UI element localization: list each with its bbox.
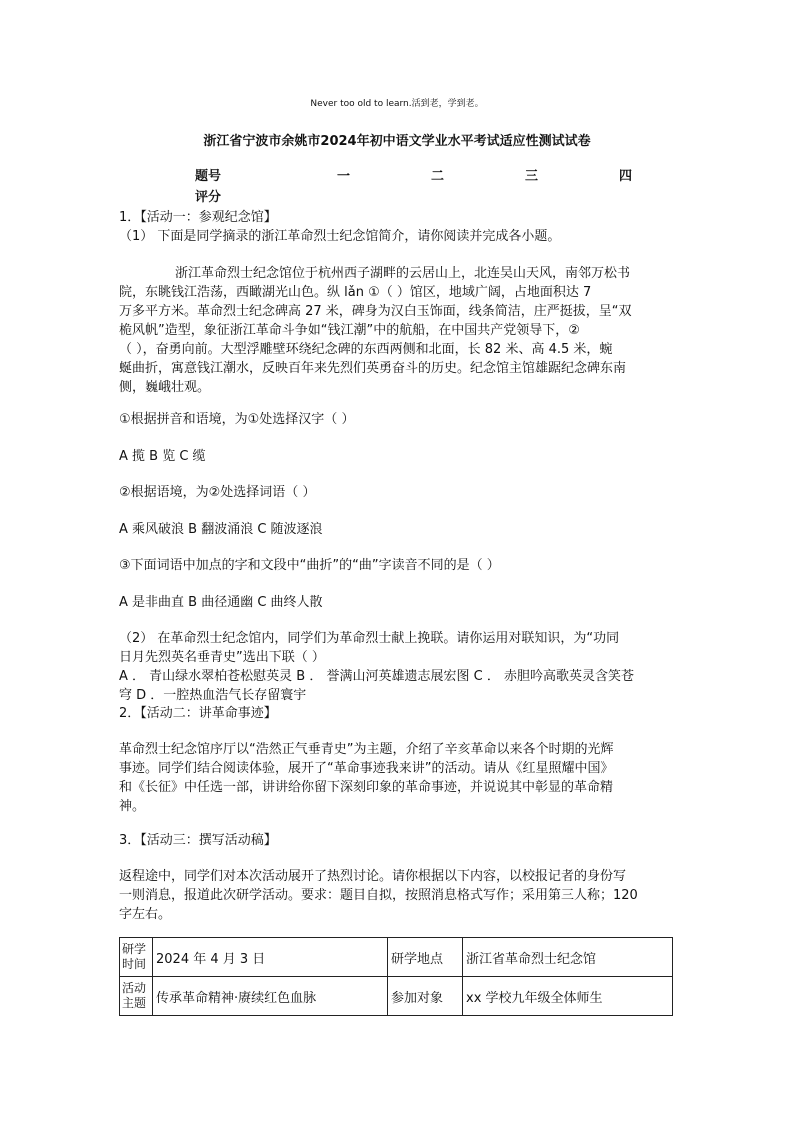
q1a-options: A 揽 B 览 C 缆 xyxy=(119,449,206,464)
cell-label-participants: 参加对象 xyxy=(388,977,463,1016)
passage-line: 院，东眺钱江浩荡，西瞰湖光山色。纵 lǎn ①（ ）馆区，地域广阔，占地面积达 7 xyxy=(119,285,592,300)
q1-sub2-options: 穹 D ．一腔热血浩气长存留寰宇 xyxy=(119,688,307,703)
q3-line: 返程途中，同学们对本次活动展开了热烈讨论。请你根据以下内容，以校报记者的身份写 xyxy=(119,869,627,884)
score-col-2: 二 xyxy=(431,169,445,184)
cell-date: 2024 年 4 月 3 日 xyxy=(153,938,388,977)
q3-line: 一则消息，报道此次研学活动。要求：题目自拟，按照消息格式写作；采用第三人称；120 xyxy=(119,888,638,903)
exam-title: 浙江省宁波市余姚市2024年初中语文学业水平考试适应性测试试卷 xyxy=(203,134,591,149)
passage-line: 浙江革命烈士纪念馆位于杭州西子湖畔的云居山上，北连吴山天风，南邻万松书 xyxy=(175,266,631,281)
q2-line: 和《长征》中任选一部，讲讲给你留下深刻印象的革命事迹，并说说其中彰显的革命精 xyxy=(119,780,614,795)
q1b-prompt: ②根据语境，为②处选择词语（ ） xyxy=(119,485,316,500)
q3-heading: 3．【活动三：撰写活动稿】 xyxy=(119,833,277,848)
passage-line: 侧，巍峨壮观。 xyxy=(119,380,211,395)
q2-heading: 2．【活动二：讲革命事迹】 xyxy=(119,706,277,721)
q2-line: 神。 xyxy=(119,799,146,814)
header-motto: Never too old to learn.活到老，学到老。 xyxy=(310,99,484,109)
score-col-4: 四 xyxy=(619,169,633,184)
q1c-prompt: ③下面词语中加点的字和文段中“曲折”的“曲”字读音不同的是（ ） xyxy=(119,558,500,573)
table-row xyxy=(120,977,673,1016)
score-col-3: 三 xyxy=(525,169,539,184)
cell-label-location: 研学地点 xyxy=(388,938,463,977)
q2-line: 革命烈士纪念馆序厅以“浩然正气垂青史”为主题，介绍了辛亥革命以来各个时期的光辉 xyxy=(119,742,614,757)
research-info-table xyxy=(119,937,673,1016)
q3-line: 字左右。 xyxy=(119,907,172,922)
cell-label-time: 研学时间 xyxy=(120,938,153,977)
passage-line: 桅风帆”造型，象征浙江革命斗争如“钱江潮”中的航船，在中国共产党领导下，② xyxy=(119,323,580,338)
score-col-1: 一 xyxy=(337,169,351,184)
q1-sub2-line: 日月先烈英名垂青史”选出下联（ ） xyxy=(119,650,325,665)
cell-location: 浙江省革命烈士纪念馆 xyxy=(463,938,673,977)
q1a-prompt: ①根据拼音和语境，为①处选择汉字（ ） xyxy=(119,412,355,427)
passage-line: 万多平方米。革命烈士纪念碑高 27 米，碑身为汉白玉饰面，线条简洁，庄严挺拔，呈“双 xyxy=(119,304,632,319)
table-row xyxy=(120,938,673,977)
q2-line: 事迹。同学们结合阅读体验，展开了“革命事迹我来讲”的活动。请从《红星照耀中国》 xyxy=(119,761,614,776)
q1c-options: A 是非曲直 B 曲径通幽 C 曲终人散 xyxy=(119,595,323,610)
cell-participants: xx 学校九年级全体师生 xyxy=(463,977,673,1016)
score-row2-label: 评分 xyxy=(195,190,222,205)
cell-label-theme: 活动主题 xyxy=(120,977,153,1016)
cell-theme: 传承革命精神·赓续红色血脉 xyxy=(153,977,388,1016)
score-row-label: 题号 xyxy=(195,169,222,184)
q1-sub1-intro: （1） 下面是同学摘录的浙江革命烈士纪念馆简介，请你阅读并完成各小题。 xyxy=(119,229,561,244)
q1b-options: A 乘风破浪 B 翻波涌浪 C 随波逐浪 xyxy=(119,522,323,537)
passage-line: （ ），奋勇向前。大型浮雕壁环绕纪念碑的东西两侧和北面，长 82 米、高 4.5 米，蜿 xyxy=(119,342,613,357)
q1-sub2-line: （2） 在革命烈士纪念馆内，同学们为革命烈士献上挽联。请你运用对联知识，为“功同 xyxy=(119,631,620,646)
q1-heading: 1．【活动一：参观纪念馆】 xyxy=(119,210,277,225)
q1-sub2-options: A ． 青山绿水翠柏苍松慰英灵 B ． 誉满山河英雄遗志展宏图 C ． 赤胆吟高歌英灵含笑苍 xyxy=(119,669,634,684)
passage-line: 蜒曲折，寓意钱江潮水，反映百年来先烈们英勇奋斗的历史。纪念馆主馆雄踞纪念碑东南 xyxy=(119,361,627,376)
